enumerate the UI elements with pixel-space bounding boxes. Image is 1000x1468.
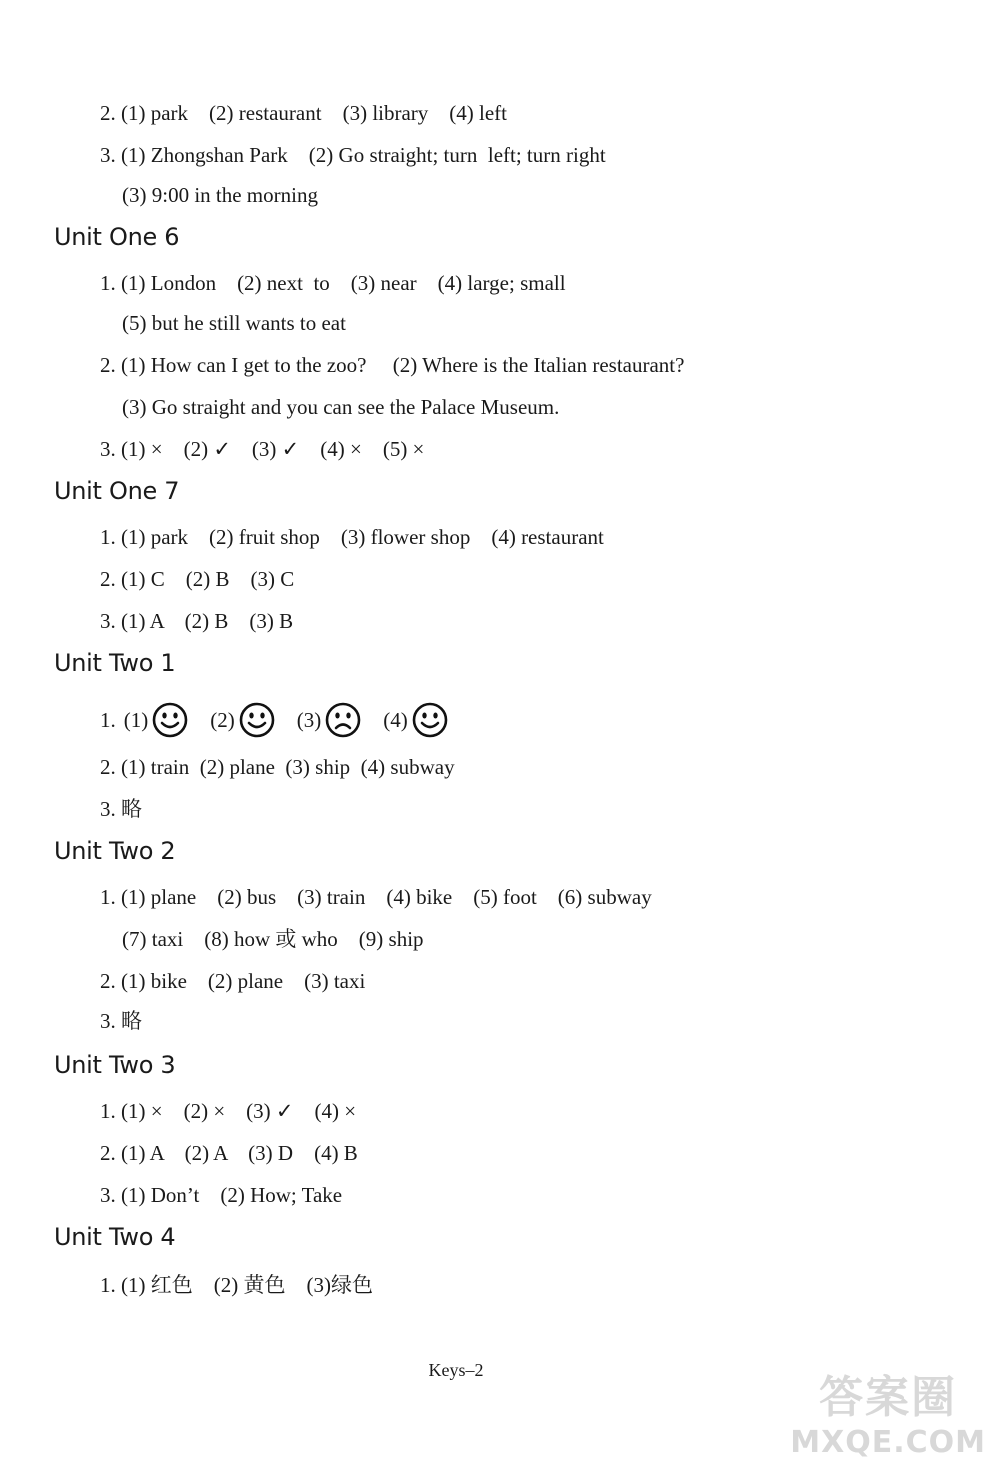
unit-heading: Unit One 7: [54, 477, 180, 505]
unit-heading: Unit Two 2: [54, 837, 176, 865]
answer-label: (3): [296, 708, 322, 732]
answer-line: 3. 略: [100, 797, 142, 821]
answer-line: 3. 略: [100, 1009, 142, 1033]
page-number: Keys–2: [428, 1360, 484, 1380]
face-answer-item: [383, 702, 448, 738]
question-number: 1.: [100, 708, 116, 732]
answer-line: 3. (1) Zhongshan Park (2) Go straight; turn left; turn right: [100, 143, 606, 167]
unit-heading: Unit Two 3: [54, 1051, 176, 1079]
answer-line: 2. (1) train (2) plane (3) ship (4) subway: [100, 755, 455, 779]
happy-face-icon: [152, 702, 188, 738]
answer-line: 3. (1) × (2) ✓ (3) ✓ (4) × (5) ×: [100, 437, 425, 461]
answer-line: 3. (1) Don’t (2) How; Take: [100, 1183, 343, 1207]
answer-continuation-line: (5) but he still wants to eat: [122, 311, 346, 335]
answer-line: 3. (1) A (2) B (3) B: [100, 609, 294, 633]
answer-label: (2): [210, 708, 235, 732]
answer-label: (4): [383, 708, 408, 732]
face-answer-line: [100, 702, 470, 738]
answer-label: (1): [123, 708, 149, 732]
happy-face-icon: [239, 702, 275, 738]
face-answer-item: [210, 702, 275, 738]
answer-line: 2. (1) A (2) A (3) D (4) B: [100, 1141, 358, 1165]
unit-heading: Unit Two 1: [54, 649, 176, 677]
face-answer-item: [297, 702, 362, 738]
answer-line: 2. (1) bike (2) plane (3) taxi: [100, 969, 366, 993]
answer-continuation-line: (3) 9:00 in the morning: [122, 183, 318, 207]
watermark-text: 答案圈: [819, 1372, 958, 1423]
answer-line: 1. (1) park (2) fruit shop (3) flower shop (4) restaurant: [100, 525, 604, 549]
answer-line: 2. (1) How can I get to the zoo? (2) Where is the Italian restaurant?: [100, 353, 685, 377]
answer-line: 1. (1) London (2) next to (3) near (4) large; small: [100, 271, 566, 295]
answer-line: 1. (1) × (2) × (3) ✓ (4) ×: [100, 1099, 357, 1123]
unit-heading: Unit Two 4: [54, 1223, 176, 1251]
unit-heading: Unit One 6: [54, 223, 180, 251]
watermark-logo: [790, 1361, 986, 1460]
answer-line: 2. (1) C (2) B (3) C: [100, 567, 295, 591]
face-answer-item: [124, 702, 189, 738]
watermark-url: MXQE.COM: [790, 1425, 986, 1460]
answer-line: 1. (1) plane (2) bus (3) train (4) bike (5) foot (6) subway: [100, 885, 652, 909]
answer-continuation-line: (3) Go straight and you can see the Palace Museum.: [122, 395, 560, 419]
happy-face-icon: [412, 702, 448, 738]
answer-continuation-line: (7) taxi (8) how 或 who (9) ship: [122, 927, 424, 951]
sad-face-icon: [325, 702, 361, 738]
answer-line: 1. (1) 红色 (2) 黄色 (3)绿色: [100, 1273, 373, 1297]
answer-line: 2. (1) park (2) restaurant (3) library (4) left: [100, 101, 508, 125]
